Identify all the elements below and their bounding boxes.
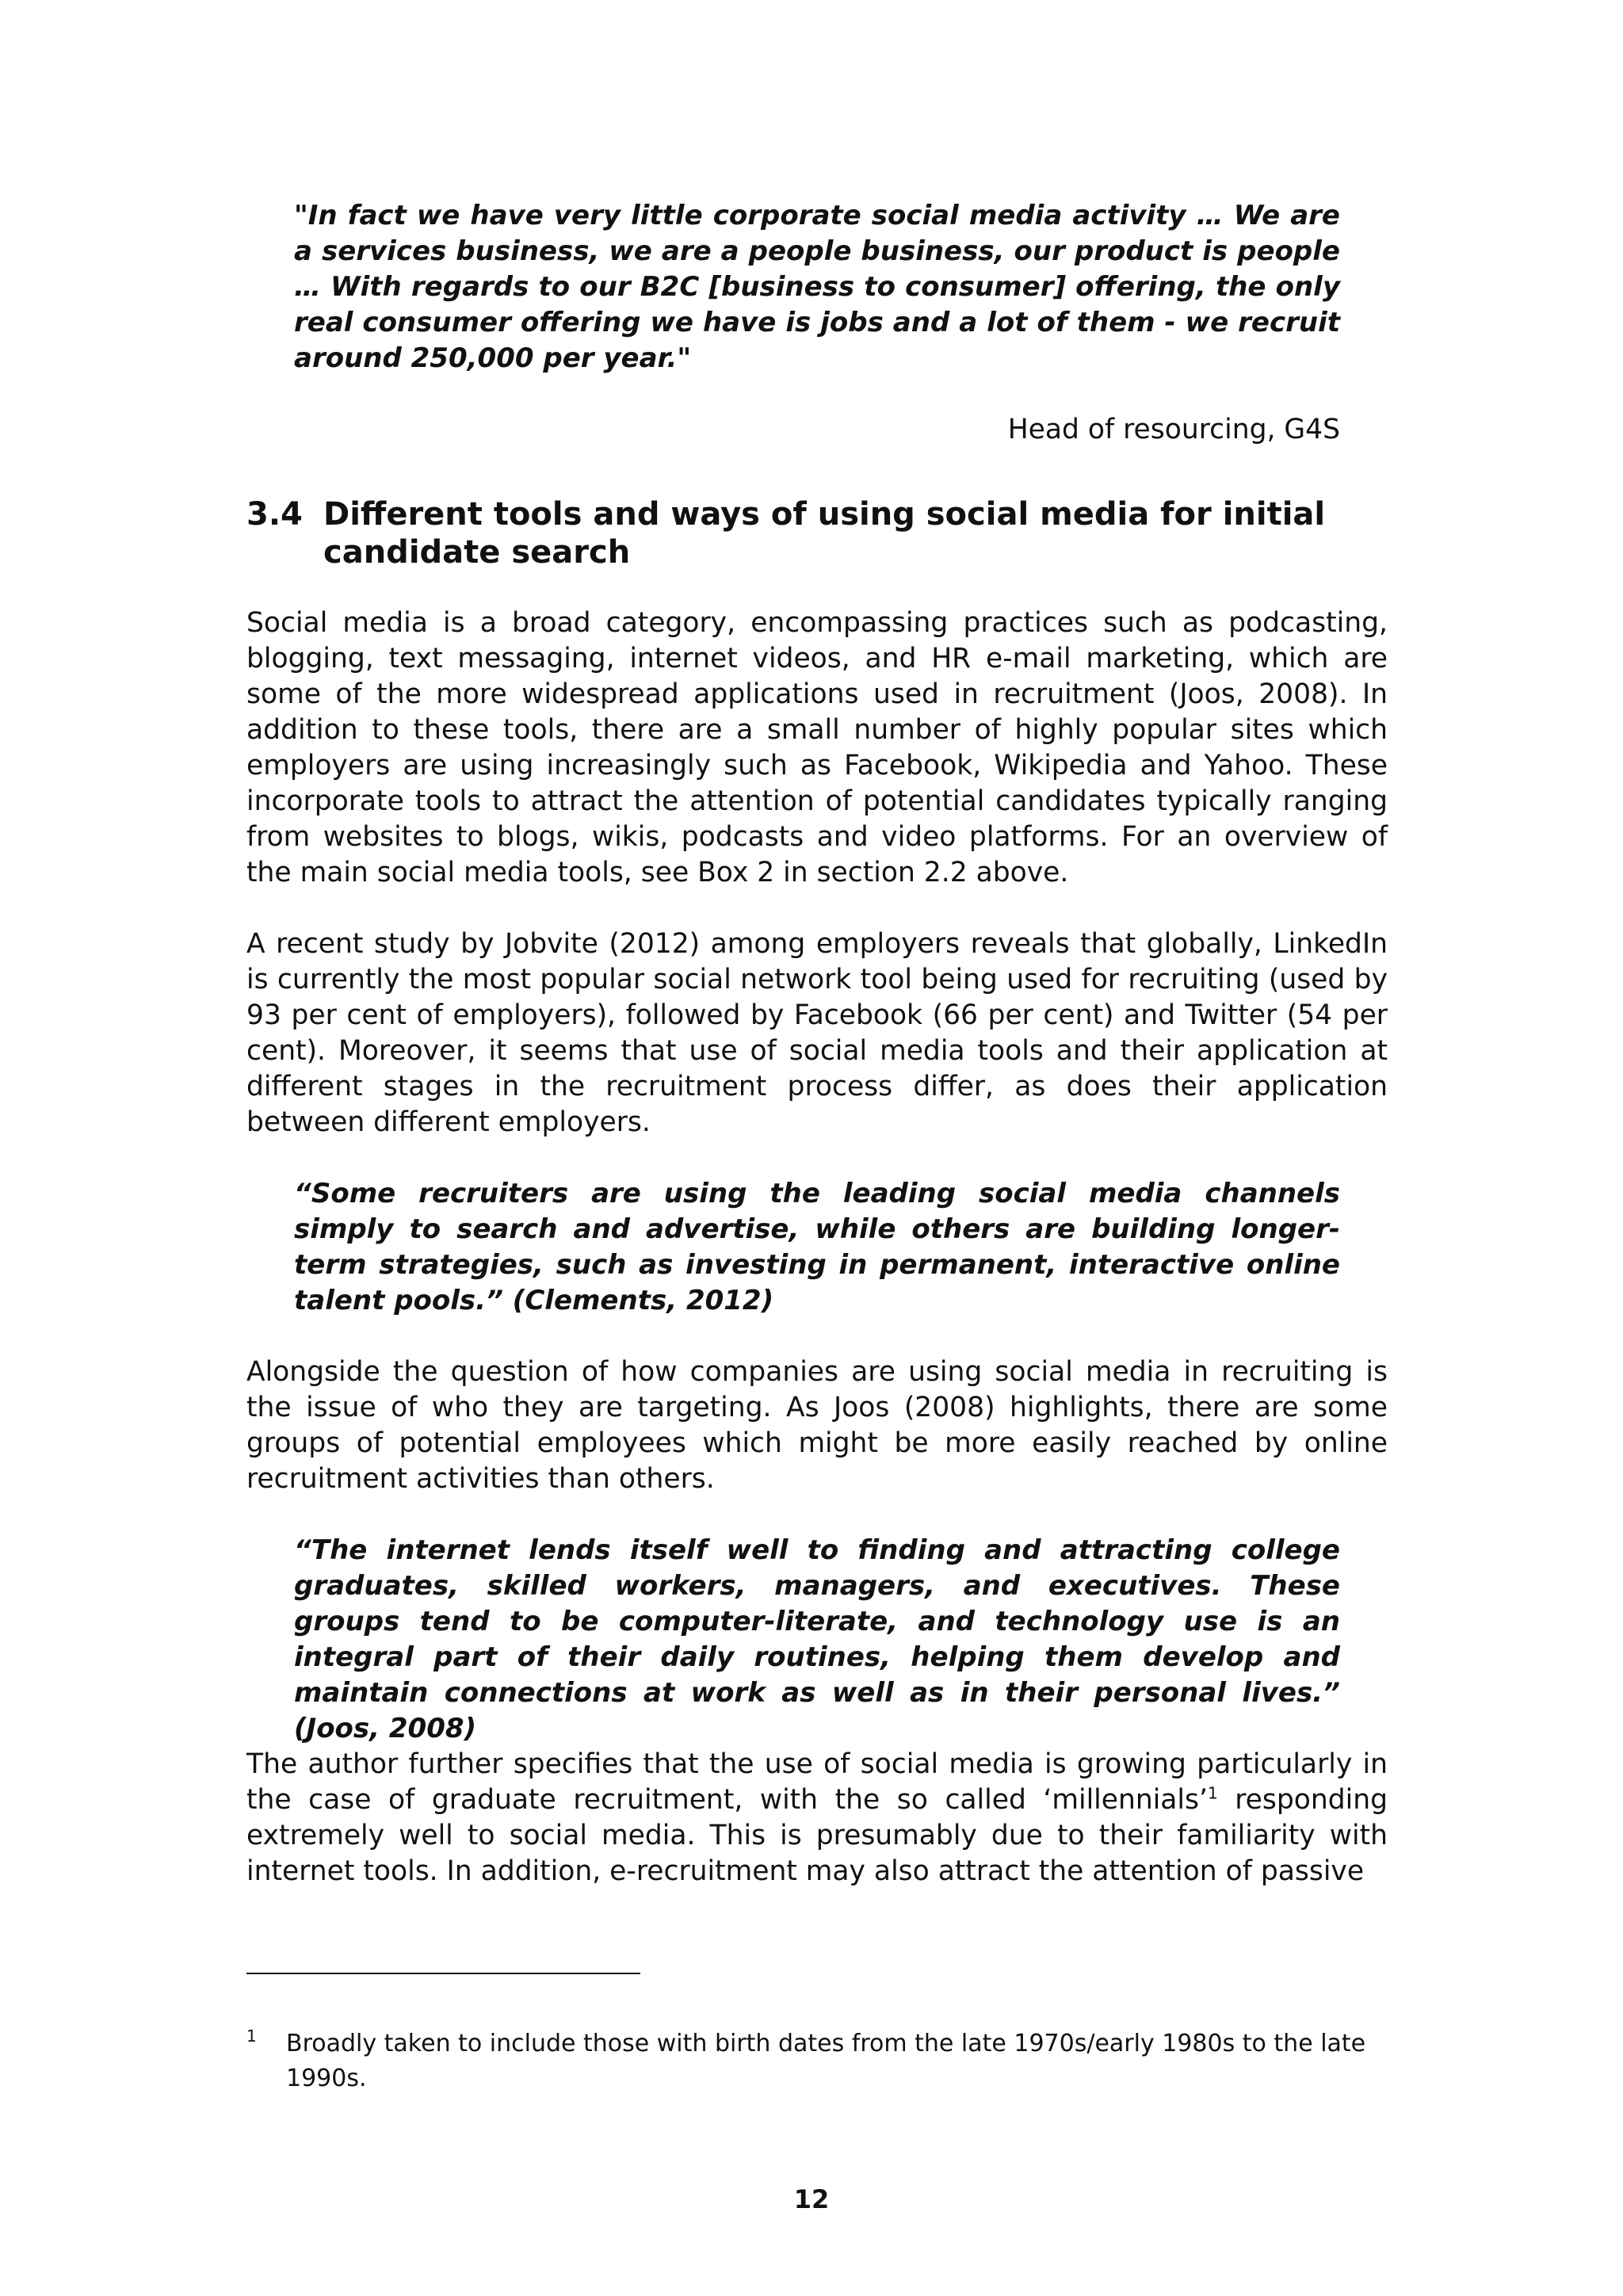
paragraph-social-media-tools: Social media is a broad category, encompassing practices such as podcasting, blogging, text messaging, internet videos, and HR e-mail marketing, which are some of the more widespread applications used in recruitment (Joos, 2008). In addition to these tools, there are a small number of highly popular sites which employers are using increasingly such as Facebook, Wikipedia and Yahoo. These incorporate tools to attract the attention of potential candidates typically ranging from websites to blogs, wikis, podcasts and video platforms. For an overview of the main social media tools, see Box 2 in section 2.2 above. [246, 607, 1388, 888]
footnote [246, 2027, 1388, 2096]
section-title-line1: Different tools and ways of using social media for initial [323, 496, 1326, 533]
opening-quote: "In fact we have very little corporate social media activity … We are a services business, we are a people business, our product is people … With regards to our B2C [business to consumer] offering, the only real consumer offering we have is jobs and a lot of them - we recruit around 250,000 per year." [294, 200, 1340, 374]
page-number: 12 [793, 2184, 830, 2214]
footnote-separator [246, 1973, 640, 1974]
clements-quote: “Some recruiters are using the leading social media channels simply to search and advertise, while others are building longer-term strategies, such as investing in permanent, interactive online talent pools.” (Clements, 2012) [294, 1178, 1340, 1316]
paragraph-text-start: The author further specifies that the use of social media is growing particularly in the case of graduate recruitment, with the so called ‘millennials’ [246, 1748, 1388, 1816]
footnote-text: Broadly taken to include those with birth dates from the late 1970s/early 1980s to the late 1990s. [286, 2030, 1366, 2092]
paragraph-graduate-recruitment [246, 1747, 1388, 1889]
footnote-reference[interactable]: 1 [1207, 1783, 1218, 1803]
quote-attribution: Head of resourcing, G4S [1007, 414, 1340, 445]
paragraph-jobvite-study: A recent study by Jobvite (2012) among employers reveals that globally, LinkedIn is currently the most popular social network tool being used for recruiting (used by 93 per cent of employers), followed by Facebook (66 per cent) and Twitter (54 per cent). Moreover, it seems that use of social media tools and their application at different stages in the recruitment process differ, as does their application between different employers. [246, 928, 1388, 1138]
section-number: 3.4 [246, 496, 303, 533]
section-title-line2: candidate search [323, 534, 631, 571]
paragraph-targeting: Alongside the question of how companies are using social media in recruiting is the issue of who they are targeting. As Joos (2008) highlights, there are some groups of potential employees which might be more easily reached by online recruitment activities than others. [246, 1356, 1388, 1495]
footnote-mark: 1 [246, 2027, 257, 2046]
paragraph-text-end: responding extremely well to social media. This is presumably due to their familiarity with internet tools. In addition, e-recruitment may also attract the attention of passive [246, 1784, 1388, 1887]
joos-quote: “The internet lends itself well to finding and attracting college graduates, skilled workers, managers, and executives. These groups tend to be computer-literate, and technology use is an integral part of their daily routines, helping them develop and maintain connections at work as well as in their personal lives.” (Joos, 2008) [294, 1534, 1340, 1744]
section-heading [246, 495, 1435, 571]
